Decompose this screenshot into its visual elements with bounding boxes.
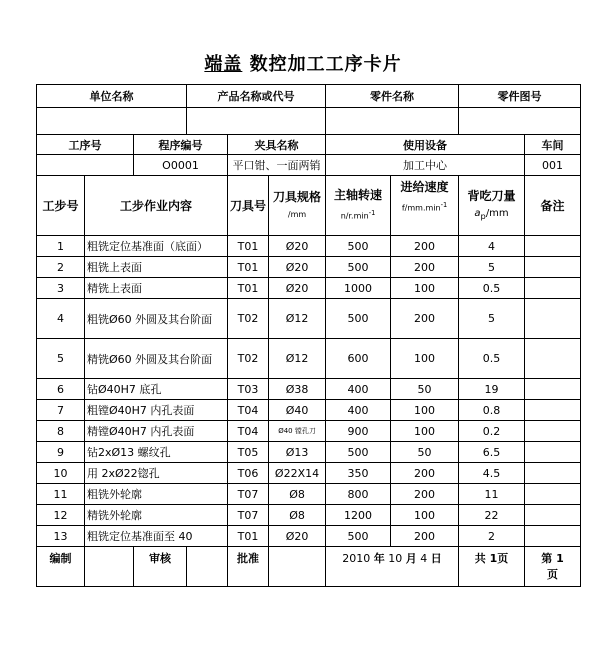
table-row: 3 精铣上表面 T01 Ø20 1000 100 0.5 [37, 278, 581, 299]
depth-unit: $a_p/mm$ [474, 207, 509, 221]
table-row: 5 精铣Ø60 外圆及其台阶面 T02 Ø12 600 100 0.5 [37, 339, 581, 379]
col-tool-header: 刀具号 [228, 176, 269, 236]
col-remark-header: 备注 [525, 176, 581, 236]
reviewed-by-label: 审核 [134, 547, 187, 587]
table-row: 7 粗镗Ø40H7 内孔表面 T04 Ø40 400 100 0.8 [37, 400, 581, 421]
table-row: 8 精镗Ø40H7 内孔表面 T04 Ø40 镗孔刀 900 100 0.2 [37, 421, 581, 442]
unit-name-label: 单位名称 [37, 85, 187, 108]
table-row: 6 钻Ø40H7 底孔 T03 Ø38 400 50 19 [37, 379, 581, 400]
header-values-row-2 [37, 155, 581, 176]
spindle-label: 主轴转速 [334, 187, 383, 202]
table-row: 2 粗铣上表面 T01 Ø20 500 200 5 [37, 257, 581, 278]
col-step-header: 工步号 [37, 176, 85, 236]
equipment-value: 加工中心 [326, 155, 525, 176]
drawing-number-value [459, 108, 581, 135]
depth-label: 背吃刀量 [467, 188, 516, 203]
process-card-table [36, 84, 581, 587]
workshop-value: 001 [525, 155, 581, 176]
table-row: 4 粗铣Ø60 外圆及其台阶面 T02 Ø12 500 200 5 [37, 299, 581, 339]
process-number-value [37, 155, 134, 176]
header-row-2 [37, 135, 581, 155]
feed-unit: $f/mm.\min^{-1}$ [401, 201, 448, 213]
col-feed-header [391, 176, 459, 236]
part-name-value [326, 108, 459, 135]
header-row-1 [37, 85, 581, 108]
fixture-name-value: 平口钳、一面两销 [228, 155, 326, 176]
col-depth-header [459, 176, 525, 236]
title-rest: 数控加工工序卡片 [249, 54, 402, 75]
table-row: 9 钻2xØ13 螺纹孔 T05 Ø13 500 50 6.5 [37, 442, 581, 463]
drawing-number-label: 零件图号 [459, 85, 581, 108]
process-number-label: 工序号 [37, 135, 134, 155]
table-row: 12 精铣外轮廓 T07 Ø8 1200 100 22 [37, 505, 581, 526]
reviewed-by-value [187, 547, 228, 587]
header-values-row-1 [37, 108, 581, 135]
col-spindle-header [326, 176, 391, 236]
title-part-name: 端盖 [204, 54, 243, 75]
product-name-value [187, 108, 326, 135]
table-row: 11 粗铣外轮廓 T07 Ø8 800 200 11 [37, 484, 581, 505]
signature-row [37, 547, 581, 587]
program-number-value: O0001 [134, 155, 228, 176]
column-header-row [37, 176, 581, 236]
feed-label: 进给速度 [400, 180, 449, 194]
equipment-label: 使用设备 [326, 135, 525, 155]
product-name-label: 产品名称或代号 [187, 85, 326, 108]
col-tool-spec-header [269, 176, 326, 236]
document-title [0, 50, 606, 76]
approved-by-value [269, 547, 326, 587]
workshop-label: 车间 [525, 135, 581, 155]
fixture-name-label: 夹具名称 [228, 135, 326, 155]
table-row: 13 粗铣定位基准面至 40 T01 Ø20 500 200 2 [37, 526, 581, 547]
table-row: 10 用 2xØ22锪孔 T06 Ø22X14 350 200 4.5 [37, 463, 581, 484]
unit-name-value [37, 108, 187, 135]
program-number-label: 程序编号 [134, 135, 228, 155]
prepared-by-value [85, 547, 134, 587]
approved-by-label: 批准 [228, 547, 269, 587]
tool-spec-unit: /mm [287, 209, 307, 219]
tool-spec-label: 刀具规格 [273, 189, 322, 204]
table-row: 1 粗铣定位基准面（底面） T01 Ø20 500 200 4 [37, 236, 581, 257]
col-content-header: 工步作业内容 [85, 176, 228, 236]
date-cell: 2010 年 10 月 4 日 [326, 547, 459, 587]
spindle-unit: $n/r.\min^{-1}$ [340, 208, 376, 221]
prepared-by-label: 编制 [37, 547, 85, 587]
part-name-label: 零件名称 [326, 85, 459, 108]
page-number-cell: 第 1 页 [525, 547, 581, 587]
total-pages-cell: 共 1页 [459, 547, 525, 587]
